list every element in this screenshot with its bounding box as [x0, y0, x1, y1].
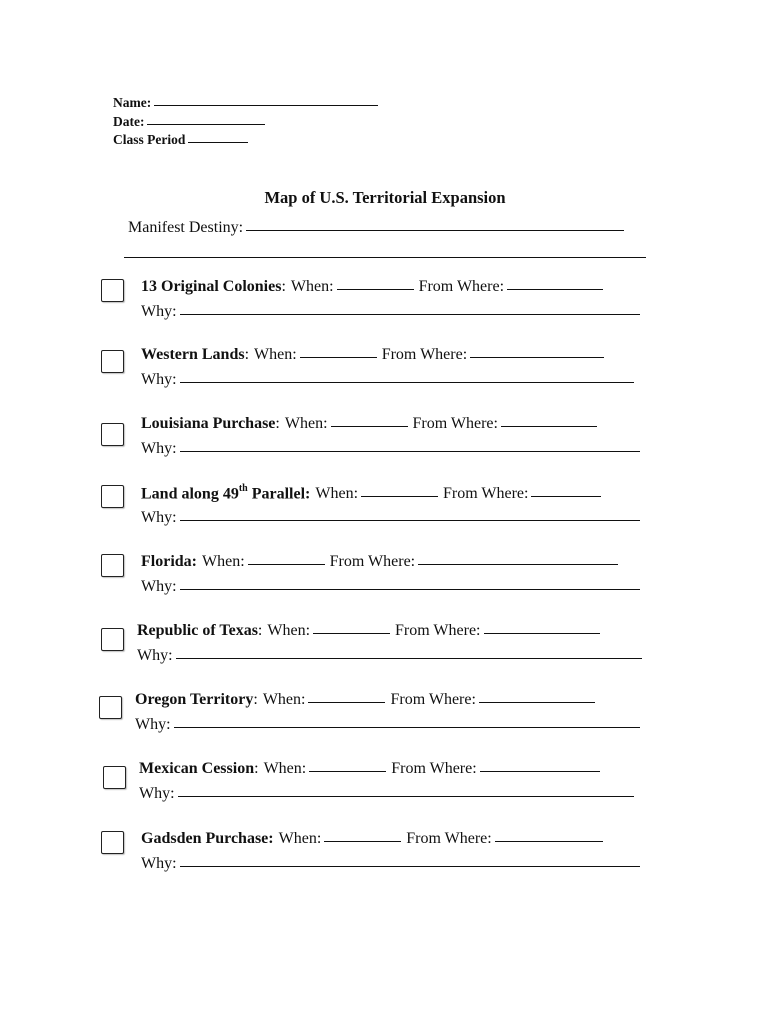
why-field-line[interactable]: [180, 450, 640, 452]
list-item-republic-of-texas: Republic of Texas : When: From Where: Why:: [137, 622, 642, 672]
why-field-line[interactable]: [180, 381, 634, 383]
why-label: Why:: [141, 855, 177, 872]
why-field-line[interactable]: [180, 588, 640, 590]
manifest-destiny-line[interactable]: [246, 229, 624, 231]
date-label: Date:: [113, 113, 145, 129]
from-where-field-line[interactable]: [495, 840, 603, 842]
why-label: Why:: [141, 509, 177, 526]
item-name: Mexican Cession: [139, 760, 255, 777]
when-label: When:: [315, 485, 359, 503]
from-where-label: From Where:: [443, 485, 529, 503]
from-where-label: From Where:: [329, 553, 416, 570]
manifest-destiny-label: Manifest Destiny:: [128, 219, 244, 236]
when-label: When:: [284, 415, 328, 432]
list-item-louisiana-purchase: Louisiana Purchase : When: From Where: Why:: [141, 415, 640, 465]
class-period-field-line[interactable]: [188, 141, 248, 143]
why-label: Why:: [141, 440, 177, 457]
list-item-mexican-cession: Mexican Cession : When: From Where: Why:: [139, 760, 634, 810]
from-where-label: From Where:: [395, 622, 481, 639]
when-label: When:: [278, 830, 322, 847]
student-info-header: [113, 94, 378, 150]
from-where-field-line[interactable]: [501, 425, 597, 427]
when-label: When:: [262, 691, 306, 708]
when-field-line[interactable]: [300, 356, 377, 358]
item-name: Gadsden Purchase:: [141, 830, 274, 847]
list-item-gadsden-purchase: [141, 830, 640, 880]
list-item-original-colonies: 13 Original Colonies : When: From Where: Why:: [141, 278, 640, 328]
from-where-label: From Where:: [406, 830, 492, 847]
why-label: Why:: [141, 578, 177, 595]
when-label: When:: [290, 278, 334, 295]
when-label: When:: [254, 346, 297, 363]
name-row: [113, 94, 378, 113]
checkbox-gadsden-purchase[interactable]: [101, 831, 124, 854]
list-item-49th-parallel: [141, 484, 640, 534]
item-name: Oregon Territory: [135, 691, 254, 708]
date-field-line[interactable]: [147, 123, 265, 125]
when-label: When:: [267, 622, 311, 639]
list-item-oregon-territory: Oregon Territory : When: From Where: Why:: [135, 691, 640, 741]
why-label: Why:: [137, 647, 173, 664]
from-where-label: From Where:: [418, 278, 505, 295]
from-where-field-line[interactable]: [479, 701, 595, 703]
from-where-label: From Where:: [391, 760, 477, 777]
checkbox-republic-of-texas[interactable]: [101, 628, 124, 651]
why-field-line[interactable]: [180, 313, 640, 315]
when-field-line[interactable]: [361, 495, 438, 497]
why-label: Why:: [139, 785, 175, 802]
from-where-field-line[interactable]: [470, 356, 604, 358]
item-name: Louisiana Purchase: [141, 415, 276, 432]
item-name: Republic of Texas: [137, 622, 258, 639]
when-label: When:: [202, 553, 245, 570]
class-period-row: [113, 131, 378, 150]
when-field-line[interactable]: [308, 701, 385, 703]
why-label: Why:: [135, 716, 171, 733]
checkbox-original-colonies[interactable]: [101, 279, 124, 302]
from-where-field-line[interactable]: [418, 563, 618, 565]
why-field-line[interactable]: [180, 865, 640, 867]
name-field-line[interactable]: [154, 104, 378, 106]
checkbox-western-lands[interactable]: [101, 350, 124, 373]
item-name: 13 Original Colonies: [141, 278, 282, 295]
why-field-line[interactable]: [178, 795, 634, 797]
class-period-label: Class Period: [113, 132, 186, 147]
checkbox-mexican-cession[interactable]: [103, 766, 126, 789]
manifest-destiny-row: [128, 219, 624, 237]
from-where-field-line[interactable]: [531, 495, 601, 497]
from-where-label: From Where:: [390, 691, 476, 708]
why-label: Why:: [141, 303, 177, 320]
from-where-field-line[interactable]: [507, 288, 603, 290]
from-where-label: From Where:: [381, 346, 468, 363]
page-title: Map of U.S. Territorial Expansion: [264, 188, 506, 207]
item-name: Florida:: [141, 553, 197, 570]
item-name: Land along 49th Parallel:: [141, 483, 311, 503]
checkbox-florida[interactable]: [101, 554, 124, 577]
checkbox-49th-parallel[interactable]: [101, 485, 124, 508]
checkbox-oregon-territory[interactable]: [99, 696, 122, 719]
list-item-western-lands: Western Lands : When: From Where: Why:: [141, 346, 634, 396]
name-label: Name:: [113, 95, 152, 110]
checkbox-louisiana-purchase[interactable]: [101, 423, 124, 446]
when-field-line[interactable]: [309, 770, 386, 772]
why-field-line[interactable]: [180, 519, 640, 521]
when-field-line[interactable]: [324, 840, 401, 842]
date-row: [113, 113, 378, 132]
when-label: When:: [263, 760, 307, 777]
from-where-field-line[interactable]: [480, 770, 600, 772]
why-field-line[interactable]: [176, 657, 642, 659]
why-field-line[interactable]: [174, 726, 640, 728]
when-field-line[interactable]: [248, 563, 325, 565]
from-where-label: From Where:: [412, 415, 498, 432]
list-item-florida: [141, 553, 640, 603]
item-name: Western Lands: [141, 346, 245, 363]
when-field-line[interactable]: [313, 632, 390, 634]
manifest-destiny-line-2[interactable]: [124, 257, 646, 258]
from-where-field-line[interactable]: [484, 632, 600, 634]
when-field-line[interactable]: [337, 288, 414, 290]
when-field-line[interactable]: [331, 425, 408, 427]
why-label: Why:: [141, 371, 177, 388]
